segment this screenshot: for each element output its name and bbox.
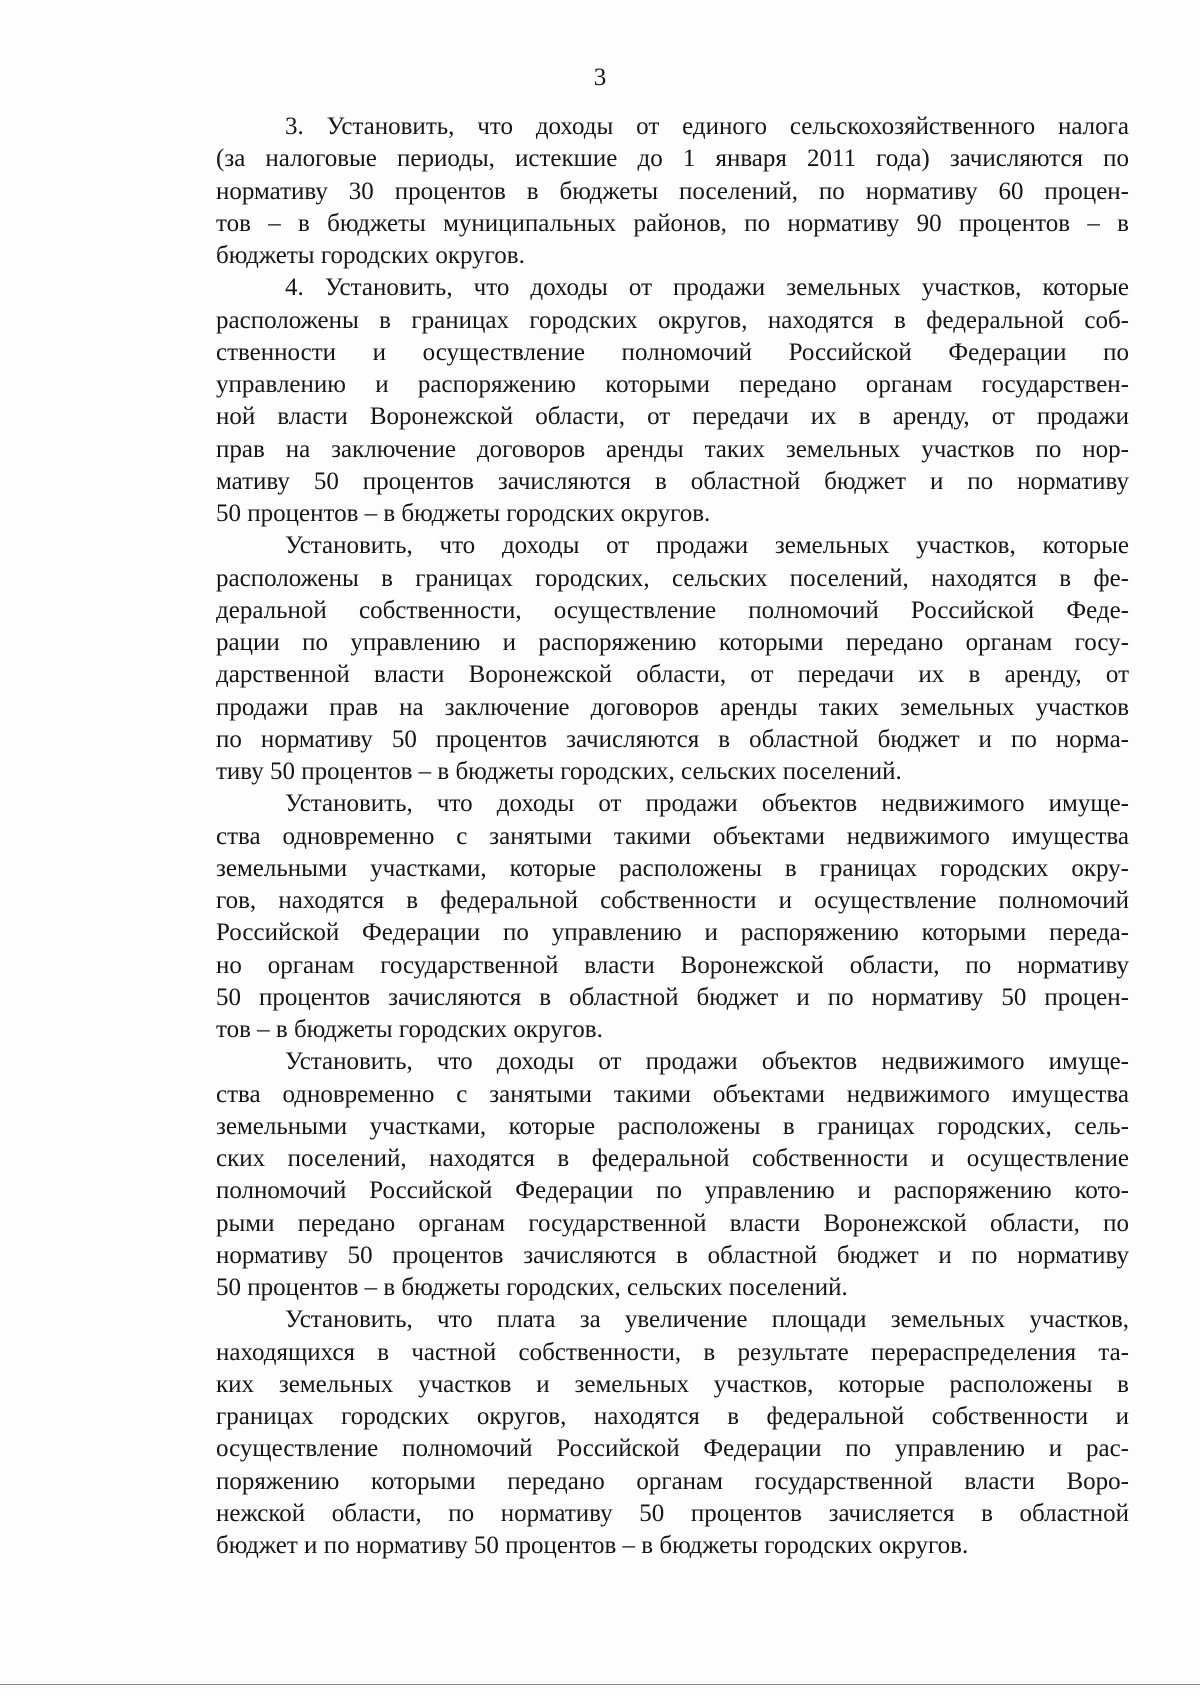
paragraph-4-land-sale-city-districts — [216, 272, 1129, 530]
text-line: полномочий Российской Федерации по управлению и распоряжению кото- — [216, 1177, 1129, 1205]
text-line: тов – в бюджеты городских округов. — [216, 1016, 603, 1043]
text-line: ственности и осуществление полномочий Российской Федерации по — [216, 338, 1129, 366]
text-line: находящихся в частной собственности, в результате перераспределения та- — [216, 1338, 1129, 1366]
document-body — [216, 111, 1129, 1562]
text-line: земельными участками, которые расположены в границах городских окру- — [216, 854, 1129, 882]
text-line: ства одновременно с занятыми такими объектами недвижимого имущества — [216, 822, 1129, 850]
text-line: Установить, что плата за увеличение площади земельных участков, — [285, 1306, 1129, 1334]
text-line: расположены в границах городских округов, находятся в федеральной соб- — [216, 306, 1129, 334]
text-line: рыми передано органам государственной власти Воронежской области, по — [216, 1209, 1129, 1237]
text-line: но органам государственной власти Воронежской области, по нормативу — [216, 951, 1129, 979]
text-line: земельными участками, которые расположены в границах городских, сель- — [216, 1112, 1129, 1140]
text-line: поряжению которыми передано органам государственной власти Воро- — [216, 1467, 1129, 1495]
paragraph-land-sale-settlements — [216, 530, 1129, 788]
bottom-rule — [0, 1684, 1200, 1685]
text-line: 50 процентов – в бюджеты городских округов. — [216, 500, 711, 527]
text-line: тов – в бюджеты муниципальных районов, по нормативу 90 процентов – в — [216, 209, 1129, 237]
text-line: рации по управлению и распоряжению которыми передано органам госу- — [216, 629, 1129, 656]
text-line: (за налоговые периоды, истекшие до 1 января 2011 года) зачисляются по — [216, 145, 1129, 173]
text-line: прав на заключение договоров аренды таких земельных участков по нор- — [216, 435, 1129, 463]
text-line: мативу 50 процентов зачисляются в областной бюджет и по нормативу — [216, 467, 1129, 495]
text-line: 50 процентов – в бюджеты городских, сельских поселений. — [216, 1274, 848, 1301]
text-line: нормативу 30 процентов в бюджеты поселений, по нормативу 60 процен- — [216, 177, 1129, 205]
text-line: ной власти Воронежской области, от передачи их в аренду, от продажи — [216, 403, 1129, 431]
text-line: продажи прав на заключение договоров аренды таких земельных участков — [216, 693, 1129, 721]
text-line: бюджет и по нормативу 50 процентов – в бюджеты городских округов. — [216, 1532, 969, 1559]
paragraph-real-estate-city-districts — [216, 788, 1129, 1046]
text-line: управлению и распоряжению которыми передано органам государствен- — [216, 371, 1129, 398]
text-line: нормативу 50 процентов зачисляются в областной бюджет и по нормативу — [216, 1241, 1129, 1269]
text-line: 3. Установить, что доходы от единого сельскохозяйственного налога — [285, 113, 1129, 140]
text-line: 4. Установить, что доходы от продажи земельных участков, которые — [285, 274, 1129, 302]
text-line: тиву 50 процентов – в бюджеты городских, сельских поселений. — [216, 758, 902, 785]
text-line: гов, находятся в федеральной собственности и осуществление полномочий — [216, 887, 1129, 914]
text-line: ства одновременно с занятыми такими объектами недвижимого имущества — [216, 1080, 1129, 1108]
text-line: бюджеты городских округов. — [216, 242, 525, 269]
paragraph-land-area-increase-fee — [216, 1304, 1129, 1562]
paragraph-3-agricultural-tax — [216, 111, 1129, 272]
text-line: Установить, что доходы от продажи объектов недвижимого имуще- — [285, 1048, 1129, 1076]
text-line: ских поселений, находятся в федеральной собственности и осуществление — [216, 1145, 1129, 1172]
text-line: по нормативу 50 процентов зачисляются в областной бюджет и по норма- — [216, 725, 1129, 753]
text-line: Российской Федерации по управлению и распоряжению которыми переда- — [216, 919, 1129, 947]
text-line: дарственной власти Воронежской области, от передачи их в аренду, от — [216, 661, 1129, 689]
text-line: 50 процентов зачисляются в областной бюджет и по нормативу 50 процен- — [216, 983, 1129, 1011]
text-line: ких земельных участков и земельных участков, которые расположены в — [216, 1370, 1129, 1398]
text-line: расположены в границах городских, сельских поселений, находятся в фе- — [216, 564, 1129, 592]
paragraph-real-estate-settlements — [216, 1046, 1129, 1304]
text-line: Установить, что доходы от продажи объектов недвижимого имуще- — [285, 790, 1129, 818]
text-line: границах городских округов, находятся в федеральной собственности и — [216, 1403, 1129, 1430]
text-line: деральной собственности, осуществление полномочий Российской Феде- — [216, 596, 1129, 624]
text-line: Установить, что доходы от продажи земельных участков, которые — [285, 532, 1129, 560]
page-number: 3 — [593, 64, 607, 91]
text-line: нежской области, по нормативу 50 процентов зачисляется в областной — [216, 1499, 1129, 1527]
text-line: осуществление полномочий Российской Федерации по управлению и рас- — [216, 1435, 1129, 1463]
